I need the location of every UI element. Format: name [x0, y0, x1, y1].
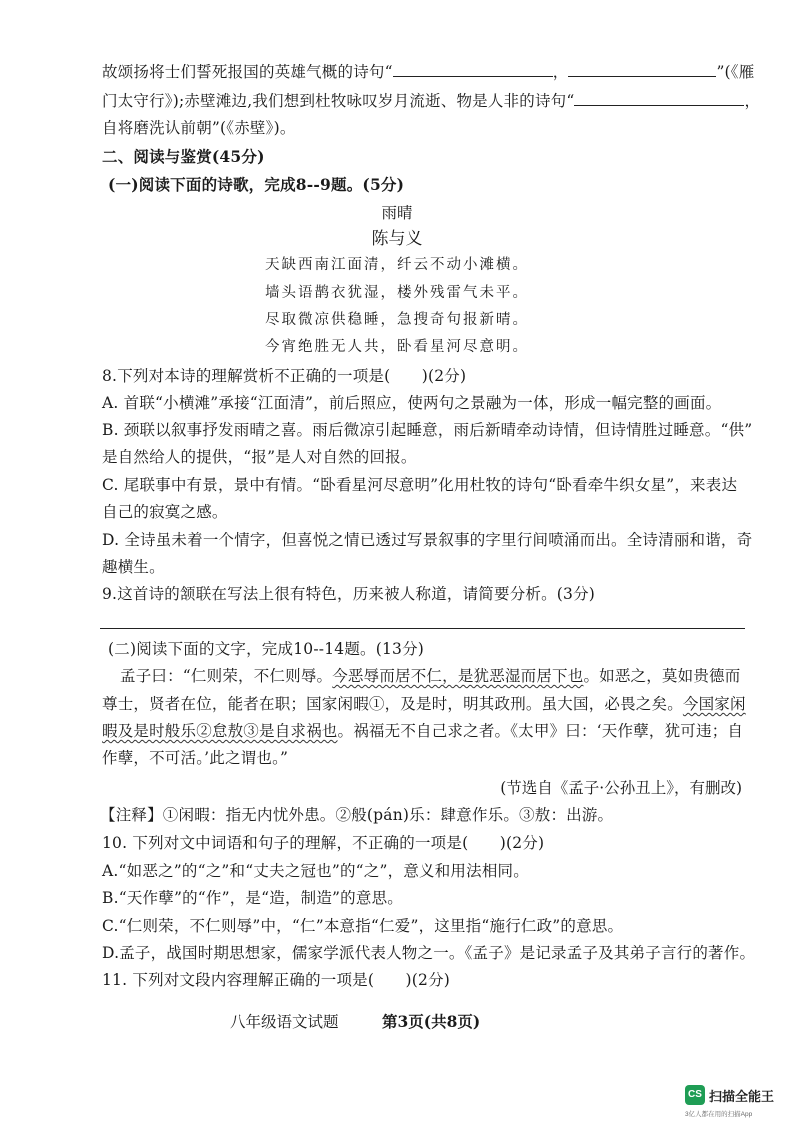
scanner-watermark — [685, 1085, 785, 1121]
poem-line: 墙头语鹊衣犹湿，楼外残雷气未平。 — [265, 285, 529, 301]
q10-option-b: B.“天作孽”的“作”，是“造，制造”的意思。 — [102, 889, 403, 907]
passage-line-4: 作孽，不可活。’此之谓也。” — [102, 749, 289, 767]
part2-intro: (二)阅读下面的文字，完成10--14题。(13分) — [108, 640, 425, 658]
text: 故颂扬将士们誓死报国的英雄气概的诗句“ — [102, 63, 393, 81]
section-heading: 二、阅读与鉴赏(45分) — [102, 147, 265, 166]
question-10: 10. 下列对文中词语和句子的理解，不正确的一项是( )(2分) — [102, 834, 545, 852]
q10-option-c: C.“仁则荣，不仁则辱”中，“仁”本意指“仁爱”，这里指“施行仁政”的意思。 — [102, 917, 624, 935]
text: 尊士，贤者在位，能者在职；国家闲暇①，及是时，明其政刑。虽大国，必畏之矣。 — [102, 695, 683, 713]
poem-line: 今宵绝胜无人共，卧看星河尽意明。 — [265, 339, 529, 355]
passage-line-3 — [102, 721, 743, 741]
footer-page-number: 第3页(共8页) — [382, 1012, 481, 1031]
text: ”(《雁 — [716, 63, 755, 81]
camscanner-logo-icon: CS — [685, 1085, 705, 1105]
passage-line-1 — [120, 666, 740, 686]
app-name: 扫描全能王 — [709, 1089, 775, 1104]
footer-subject: 八年级语文试题 — [230, 1013, 339, 1031]
underlined-sentence: 今国家闲 — [682, 695, 746, 713]
fill-blank-line-1 — [102, 62, 754, 82]
passage-source: (节选自《孟子·公孙丑上》，有删改) — [500, 779, 742, 797]
text: 孟子曰：“仁则荣，不仁则辱。 — [120, 667, 333, 685]
question-9: 9.这首诗的颔联在写法上很有特色，历来被人称道，请简要分析。(3分) — [102, 585, 596, 603]
text: ， — [552, 63, 569, 81]
q8-option-b-cont: 是自然给人的提供，“报”是人对自然的回报。 — [102, 448, 417, 466]
fill-blank-line-2 — [102, 91, 760, 111]
q8-option-c: C. 尾联事中有景，景中有情。“卧看星河尽意明”化用杜牧的诗句“卧看牵牛织女星”，来表达 — [102, 476, 738, 494]
q8-option-c-cont: 自己的寂寞之感。 — [102, 503, 228, 521]
annotation-notes: 【注释】①闲暇：指无内忧外患。②般(pán)乐：肆意作乐。③敖：出游。 — [100, 806, 614, 824]
fill-blank-line-3: 自将磨洗认前朝”(《赤壁》)。 — [102, 119, 296, 137]
text: 。祸福无不自己求之者。《太甲》曰：‘天作孽，犹可违；自 — [337, 722, 744, 740]
answer-line — [100, 628, 745, 629]
q10-option-d: D.孟子，战国时期思想家，儒家学派代表人物之一。《孟子》是记录孟子及其弟子言行的著作。 — [102, 944, 756, 962]
answer-blank — [574, 91, 744, 106]
q8-option-d-cont: 趣横生。 — [102, 558, 165, 576]
poem-line: 尽取微凉供稳睡，急搜奇句报新晴。 — [265, 312, 529, 328]
answer-blank — [568, 62, 716, 77]
question-8: 8.下列对本诗的理解赏析不正确的一项是( )(2分) — [102, 367, 467, 385]
text: 门太守行》);赤壁滩边,我们想到杜牧咏叹岁月流逝、物是人非的诗句“ — [102, 92, 575, 110]
poem-author: 陈与义 — [371, 229, 423, 249]
text: ， — [744, 92, 761, 110]
answer-blank — [393, 62, 553, 77]
part1-intro: (一)阅读下面的诗歌，完成8--9题。(5分) — [108, 175, 405, 194]
question-11: 11. 下列对文段内容理解正确的一项是( )(2分) — [102, 971, 451, 989]
q10-option-a: A.“如恶之”的“之”和“丈夫之冠也”的“之”，意义和用法相同。 — [102, 862, 529, 880]
passage-line-2 — [102, 694, 746, 714]
q8-option-b: B. 颈联以叙事抒发雨晴之喜。雨后微凉引起睡意，雨后新晴牵动诗情，但诗情胜过睡意。“供” — [102, 421, 753, 439]
underlined-sentence: 暇及是时般乐②怠敖③是自求祸也 — [102, 722, 338, 740]
q8-option-a: A. 首联“小横滩”承接“江面清”，前后照应，使两句之景融为一体，形成一幅完整的画面。 — [102, 394, 722, 412]
poem-line: 天缺西南江面清，纤云不动小滩横。 — [265, 257, 529, 273]
text: 。如恶之，莫如贵德而 — [583, 667, 741, 685]
app-tagline: 3亿人都在用的扫描App — [685, 1111, 753, 1118]
underlined-sentence: 今恶辱而居不仁，是犹恶湿而居下也 — [332, 667, 584, 685]
poem-title: 雨晴 — [381, 204, 413, 222]
q8-option-d: D. 全诗虽未着一个情字，但喜悦之情已透过写景叙事的字里行间喷涌而出。全诗清丽和谐，奇 — [102, 531, 753, 549]
